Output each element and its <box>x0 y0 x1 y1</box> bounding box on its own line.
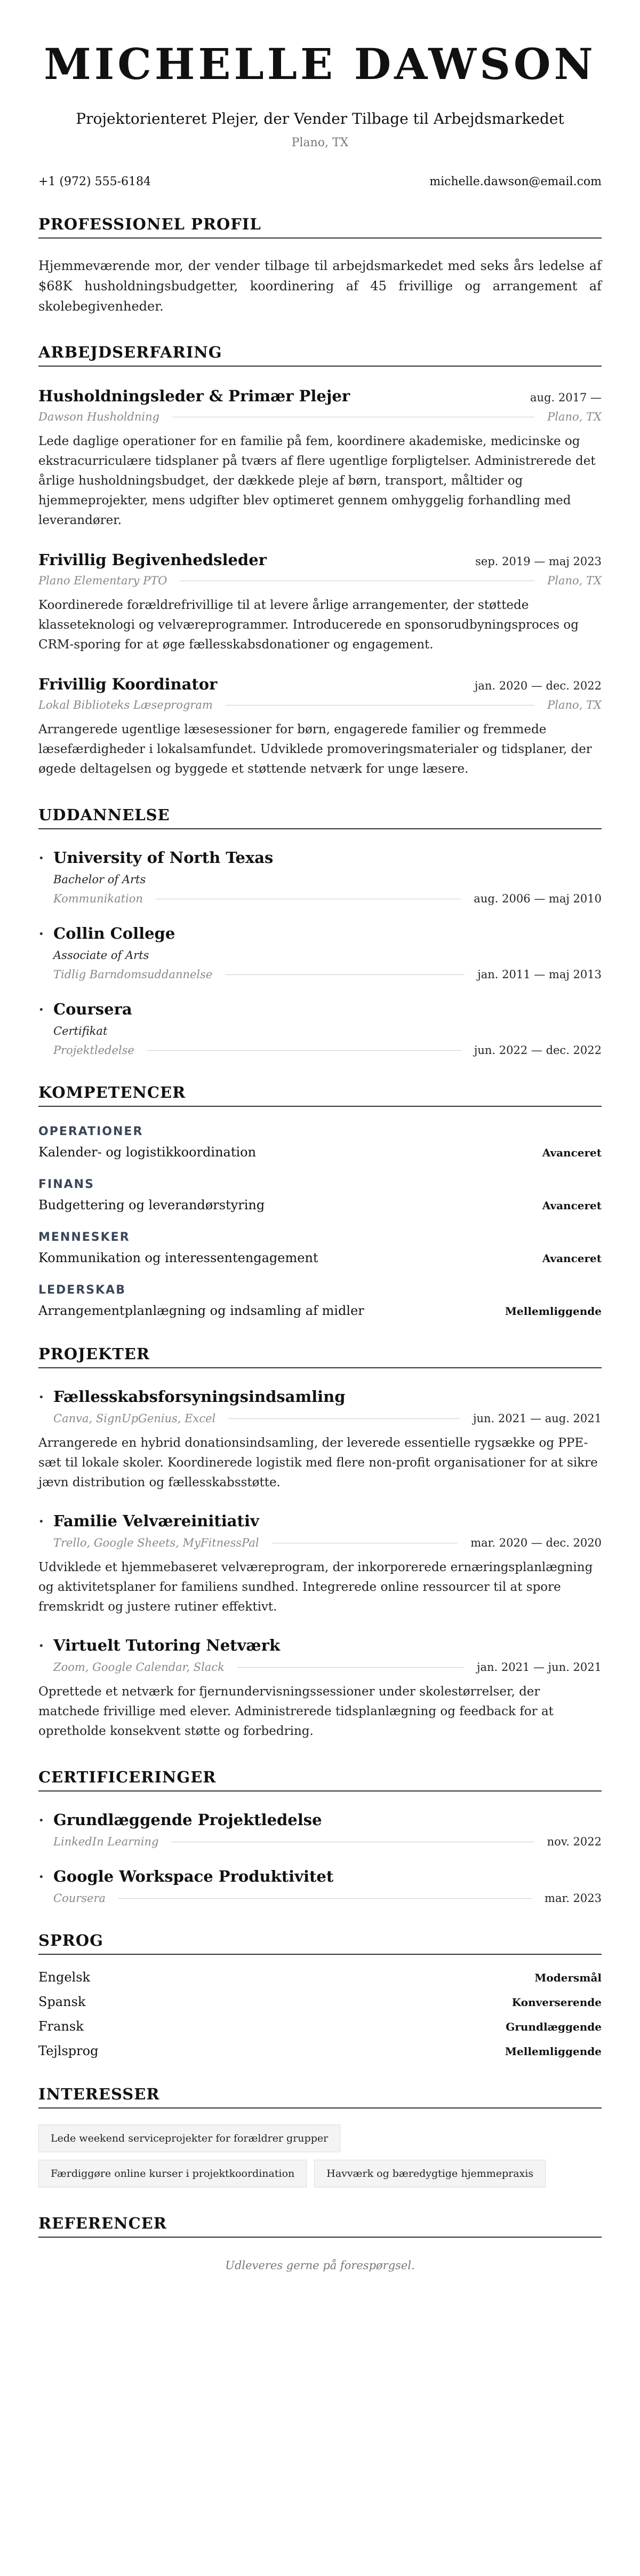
section-title: SPROG <box>38 1931 602 1955</box>
references-section <box>38 2214 602 2272</box>
section-title: REFERENCER <box>38 2214 602 2238</box>
divider <box>118 1898 532 1899</box>
project-name: Familie Velværeinitiativ <box>53 1512 259 1530</box>
references-note: Udleveres gerne på forespørgsel. <box>225 2259 415 2272</box>
candidate-name: MICHELLE DAWSON <box>44 39 596 89</box>
skill-name: Arrangementplanlægning og indsamling af midler <box>38 1303 364 1318</box>
divider <box>147 1050 461 1051</box>
language-name: Spansk <box>38 1994 86 2009</box>
job-description: Koordinerede forældrefrivillige til at levere årlige arrangementer, der støttede klasseteknologi og velværeprogrammer. Introducerede en sponsorudbyningsproces og CRM-sporing for at øge fællesskabsdonationer og engagement. <box>38 598 579 652</box>
certification-name: Google Workspace Produktivitet <box>53 1867 334 1885</box>
language-level: Konverserende <box>511 1996 602 2009</box>
degree: Bachelor of Arts <box>53 873 146 886</box>
bullet-icon: • <box>38 1872 44 1883</box>
job-location: Plano, TX <box>547 410 602 423</box>
skill-name: Kalender- og logistikkoordination <box>38 1145 257 1160</box>
education-entry <box>38 924 602 981</box>
project-date: jun. 2021 — aug. 2021 <box>473 1412 602 1425</box>
field-of-study: Projektledelse <box>53 1044 134 1057</box>
languages-section <box>38 1931 602 2058</box>
language-row <box>38 2019 602 2034</box>
job-entry <box>38 675 602 779</box>
project-description: Oprettede et netværk for fjernundervisningssessioner under skolestørrelser, der matchede frivillige med elever. Administrerede tidsplanlægning og feedback for at opretholde konsekvent støtte og forbedring. <box>38 1685 554 1738</box>
divider <box>226 705 534 706</box>
job-date: jan. 2020 — dec. 2022 <box>474 679 602 692</box>
bullet-icon: • <box>38 929 44 940</box>
email[interactable]: michelle.dawson@email.com <box>429 175 602 188</box>
certification-entry <box>38 1811 602 1848</box>
interest-tag: Lede weekend serviceprojekter for forældrer grupper <box>38 2125 340 2152</box>
language-level: Grundlæggende <box>506 2020 602 2033</box>
job-location: Plano, TX <box>547 699 602 711</box>
section-title: PROFESSIONEL PROFIL <box>38 215 602 239</box>
field-of-study: Kommunikation <box>53 892 143 905</box>
skill-group <box>38 1178 602 1212</box>
bullet-icon: • <box>38 1392 44 1403</box>
language-name: Tejlsprog <box>38 2043 99 2058</box>
education-section <box>38 806 602 1057</box>
education-date: jun. 2022 — dec. 2022 <box>474 1044 602 1057</box>
job-org: Plano Elementary PTO <box>38 574 167 587</box>
job-entry <box>38 551 602 655</box>
job-title: Frivillig Koordinator <box>38 675 218 693</box>
project-description: Udviklede et hjemmebaseret velværeprogram, der inkorporerede ernæringsplanlægning og aktivitetsplaner for familiens sundhed. Integrerede online ressourcer til at spore fremskridt og justere rutiner effektivt. <box>38 1560 593 1614</box>
project-tools: Canva, SignUpGenius, Excel <box>53 1412 216 1425</box>
section-title: CERTIFICERINGER <box>38 1768 602 1792</box>
language-row <box>38 1970 602 1985</box>
job-location: Plano, TX <box>547 574 602 587</box>
skill-group <box>38 1125 602 1160</box>
project-date: mar. 2020 — dec. 2020 <box>470 1536 602 1549</box>
job-title: Husholdningsleder & Primær Plejer <box>38 387 350 405</box>
job-date: aug. 2017 — <box>530 391 602 404</box>
school-name: University of North Texas <box>53 849 274 867</box>
skill-name: Budgettering og leverandørstyring <box>38 1198 265 1212</box>
education-entry <box>38 849 602 905</box>
skill-category: LEDERSKAB <box>38 1283 126 1297</box>
project-description: Arrangerede en hybrid donationsindsamling, der leverede essentielle rygsække og PPE-sæt til lokale skoler. Koordinerede logistik med flere non-profit organisationer for at sikre jævn distribution og fællesskabsstøtte. <box>38 1436 598 1489</box>
job-entry <box>38 387 602 530</box>
skill-name: Kommunikation og interessentengagement <box>38 1250 318 1265</box>
experience-section <box>38 343 602 779</box>
interest-tags <box>38 2125 602 2187</box>
project-date: jan. 2021 — jun. 2021 <box>476 1661 602 1674</box>
phone: +1 (972) 555-6184 <box>38 175 151 188</box>
project-name: Virtuelt Tutoring Netværk <box>53 1636 281 1654</box>
job-description: Lede daglige operationer for en familie på fem, koordinere akademiske, medicinske og ekstracurriculære tidsplaner på tværs af flere ugentlige forpligtelser. Administrerede det årlige husholdningsbudget, der dækkede pleje af børn, transport, måltider og hjemmeprojekter, mens udgifter blev optimeret gennem omhyggelig forhandling med leverandører. <box>38 434 596 527</box>
job-description: Arrangerede ugentlige læsesessioner for børn, engagerede familier og fremmede læsefærdigheder i lokalsamfundet. Udviklede promoveringsmaterialer og tidsplaner, der øgede deltagelsen og byggede et støttende netværk for unge læsere. <box>38 723 592 776</box>
language-name: Engelsk <box>38 1970 91 1985</box>
job-org: Lokal Biblioteks Læseprogram <box>38 699 213 711</box>
job-date: sep. 2019 — maj 2023 <box>475 555 602 568</box>
certification-issuer: Coursera <box>53 1892 106 1905</box>
language-level: Modersmål <box>534 1971 602 1984</box>
skill-level: Avanceret <box>542 1146 602 1159</box>
certification-entry <box>38 1867 602 1905</box>
degree: Certifikat <box>53 1025 108 1037</box>
certification-issuer: LinkedIn Learning <box>53 1835 159 1848</box>
language-level: Mellemliggende <box>505 2045 602 2058</box>
skill-category: OPERATIONER <box>38 1125 143 1138</box>
skill-group <box>38 1231 602 1265</box>
school-name: Collin College <box>53 924 175 942</box>
divider <box>237 1667 464 1668</box>
language-name: Fransk <box>38 2019 84 2034</box>
degree: Associate of Arts <box>53 949 149 962</box>
interest-tag: Færdiggøre online kurser i projektkoordination <box>38 2160 307 2187</box>
bullet-icon: • <box>38 853 44 864</box>
skill-group <box>38 1283 602 1318</box>
project-name: Fællesskabsforsyningsindsamling <box>53 1388 346 1406</box>
contact-row <box>38 175 602 188</box>
section-title: KOMPETENCER <box>38 1083 602 1107</box>
skill-category: MENNESKER <box>38 1231 130 1244</box>
job-title: Frivillig Begivenhedsleder <box>38 551 267 569</box>
project-entry <box>38 1512 602 1617</box>
project-tools: Zoom, Google Calendar, Slack <box>53 1661 225 1674</box>
bullet-icon: • <box>38 1640 44 1652</box>
skill-category: FINANS <box>38 1178 94 1191</box>
field-of-study: Tidlig Barndomsuddannelse <box>53 968 213 981</box>
divider <box>225 974 465 975</box>
certifications-section <box>38 1768 602 1905</box>
skill-level: Avanceret <box>542 1252 602 1265</box>
job-org: Dawson Husholdning <box>38 410 160 423</box>
profile-section <box>38 215 602 316</box>
profile-summary: Hjemmeværende mor, der vender tilbage til arbejdsmarkedet med seks års ledelse af $68K husholdningsbudgetter, koordinering af 45 frivillige og arrangement af skolebegivenheder. <box>38 258 602 314</box>
bullet-icon: • <box>38 1004 44 1016</box>
interests-section <box>38 2085 602 2187</box>
section-title: UDDANNELSE <box>38 806 602 829</box>
education-date: jan. 2011 — maj 2013 <box>477 968 602 981</box>
section-title: PROJEKTER <box>38 1345 602 1368</box>
skill-level: Mellemliggende <box>505 1305 602 1318</box>
location: Plano, TX <box>291 136 349 149</box>
project-tools: Trello, Google Sheets, MyFitnessPal <box>53 1536 259 1549</box>
interest-tag: Havværk og bæredygtige hjemmepraxis <box>314 2160 546 2187</box>
skill-level: Avanceret <box>542 1199 602 1212</box>
education-date: aug. 2006 — maj 2010 <box>474 892 602 905</box>
project-entry <box>38 1388 602 1493</box>
school-name: Coursera <box>53 1000 132 1018</box>
section-title: INTERESSER <box>38 2085 602 2109</box>
headline: Projektorienteret Plejer, der Vender Tilbage til Arbejdsmarkedet <box>76 110 564 128</box>
divider <box>228 1418 460 1419</box>
education-entry <box>38 1000 602 1057</box>
project-entry <box>38 1636 602 1741</box>
bullet-icon: • <box>38 1815 44 1826</box>
projects-section <box>38 1345 602 1741</box>
certification-date: mar. 2023 <box>545 1892 602 1905</box>
language-row <box>38 1994 602 2009</box>
language-row <box>38 2043 602 2058</box>
section-title: ARBEJDSERFARING <box>38 343 602 367</box>
certification-name: Grundlæggende Projektledelse <box>53 1811 322 1829</box>
bullet-icon: • <box>38 1516 44 1527</box>
certification-date: nov. 2022 <box>547 1835 602 1848</box>
skills-section <box>38 1083 602 1318</box>
